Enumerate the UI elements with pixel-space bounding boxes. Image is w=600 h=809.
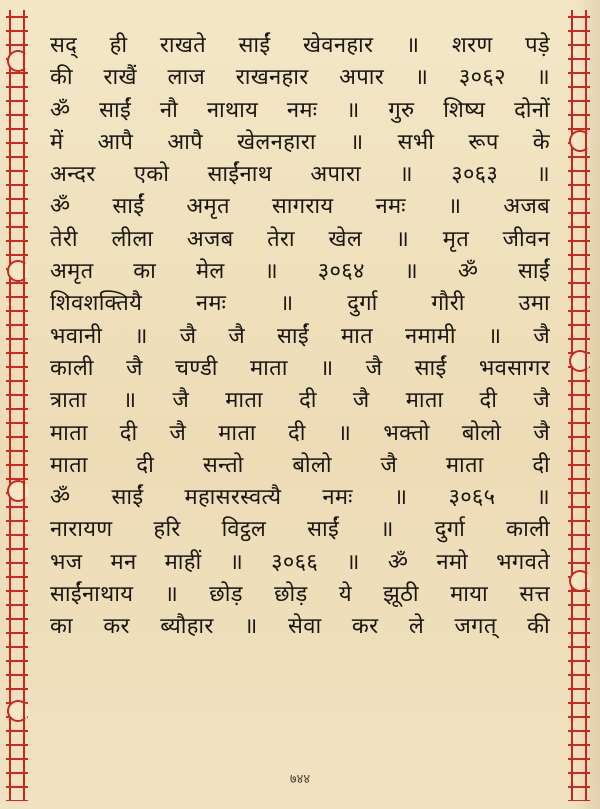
border-ornament xyxy=(7,700,29,722)
text-line: अमृत का मेल ॥ ३०६४ ॥ ॐ साईं xyxy=(50,259,550,285)
text-line: काली जै चण्डी माता ॥ जै साईं भवसागर xyxy=(50,355,550,381)
text-line: ॐ साईं नौ नाथाय नमः ॥ गुरु शिष्य दोनों xyxy=(50,97,550,123)
text-line: का कर ब्यौहार ॥ सेवा कर ले जगत् की xyxy=(50,614,550,640)
border-ornament xyxy=(7,480,29,502)
text-line: माता दी जै माता दी ॥ भक्तो बोलो जै xyxy=(50,420,550,446)
text-line: त्राता ॥ जै माता दी जै माता दी जै xyxy=(50,388,550,414)
border-ornament xyxy=(569,130,591,152)
text-line: ॐ साईं अमृत सागराय नमः ॥ अजब xyxy=(50,194,550,220)
text-line: भज मन माहीं ॥ ३०६६ ॥ ॐ नमो भगवते xyxy=(50,549,550,575)
border-ornament xyxy=(7,50,29,72)
text-line: तेरी लीला अजब तेरा खेल ॥ मृत जीवन xyxy=(50,226,550,252)
text-line: में आपै आपै खेलनहारा ॥ सभी रूप के xyxy=(50,129,550,155)
text-line: साईंनाथाय ॥ छोड़ छोड़ ये झूठी माया सत्त xyxy=(50,582,550,608)
text-line: की राखैं लाज राखनहार अपार ॥ ३०६२ ॥ xyxy=(50,65,550,91)
text-line: अन्दर एको साईंनाथ अपारा ॥ ३०६३ ॥ xyxy=(50,162,550,188)
left-decorative-border xyxy=(6,10,28,801)
border-ornament xyxy=(569,350,591,372)
border-ornament xyxy=(7,260,29,282)
text-line: ॐ साईं महासरस्वत्यै नमः ॥ ३०६५ ॥ xyxy=(50,485,550,511)
text-block xyxy=(50,30,550,644)
text-line: माता दी सन्तो बोलो जै माता दी xyxy=(50,452,550,478)
page-number: ७४४ xyxy=(289,772,311,787)
text-line: सद् ही राखते साईं खेवनहार ॥ शरण पड़े xyxy=(50,33,550,58)
text-line: भवानी ॥ जै जै साईं मात नमामी ॥ जै xyxy=(50,323,550,349)
text-line: नारायण हरि विट्ठल साईं ॥ दुर्गा काली xyxy=(50,517,550,543)
text-line: शिवशक्तियै नमः ॥ दुर्गा गौरी उमा xyxy=(50,291,550,317)
border-ornament xyxy=(569,570,591,592)
right-decorative-border xyxy=(568,10,590,801)
